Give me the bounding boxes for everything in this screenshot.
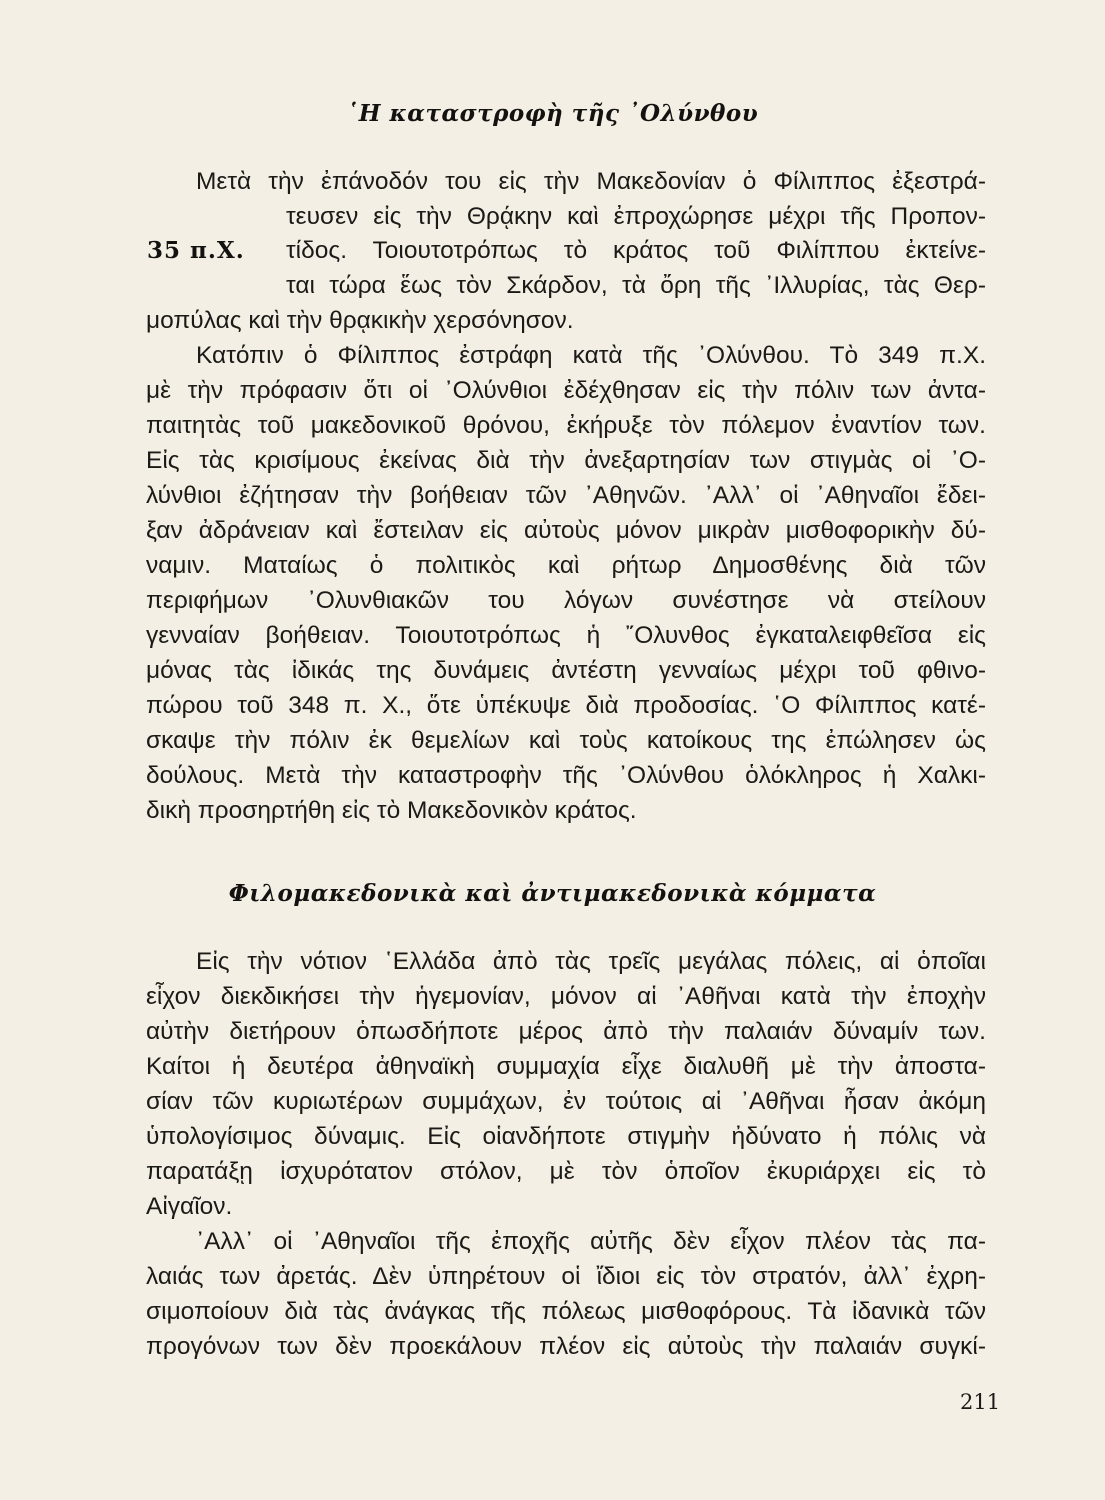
text-line: γενναίαν βοήθειαν. Τοιουτοτρόπως ἡ ῎Ολυνθος ἐγκαταλειφθεῖσα εἰς	[146, 622, 986, 649]
text-line: ᾿Αλλ᾿ οἱ ᾿Αθηναῖοι τῆς ἐποχῆς αὐτῆς δὲν εἶχον πλέον τὰς πα-	[196, 1228, 986, 1255]
text-line: ξαν ἀδράνειαν καὶ ἔστειλαν εἰς αὐτοὺς μόνον μικρὰν μισθοφορικὴν δύ-	[146, 517, 986, 544]
text-line: μὲ τὴν πρόφασιν ὅτι οἱ ᾿Ολύνθιοι ἐδέχθησαν εἰς τὴν πόλιν των ἀντα-	[146, 377, 986, 404]
text-line: ται τώρα ἕως τὸν Σκάρδον, τὰ ὄρη τῆς ᾿Ιλλυρίας, τὰς Θερ-	[286, 272, 986, 299]
text-line: περιφήμων ᾿Ολυνθιακῶν του λόγων συνέστησε νὰ στείλουν	[146, 587, 986, 614]
text-line: ναμιν. Ματαίως ὁ πολιτικὸς καὶ ρήτωρ Δημοσθένης διὰ τῶν	[146, 552, 986, 579]
text-line: σιμοποίουν διὰ τὰς ἀνάγκας τῆς πόλεως μισθοφόρους. Τὰ ἰδανικὰ τῶν	[146, 1298, 986, 1325]
text-line: λύνθιοι ἐζήτησαν τὴν βοήθειαν τῶν ᾿Αθηνῶν. ᾿Αλλ᾿ οἱ ᾿Αθηναῖοι ἔδει-	[146, 482, 986, 509]
section-heading-olynthus: ῾Η καταστροφὴ τῆς ᾿Ολύνθου	[346, 100, 759, 127]
text-line: Εἰς τὴν νότιον ῾Ελλάδα ἀπὸ τὰς τρεῖς μεγάλας πόλεις, αἱ ὁποῖαι	[196, 948, 986, 975]
text-line: πώρου τοῦ 348 π. Χ., ὅτε ὑπέκυψε διὰ προδοσίας. ῾Ο Φίλιππος κατέ-	[146, 692, 986, 719]
text-line: Αἰγαῖον.	[146, 1193, 233, 1220]
text-line: εἶχον διεκδικήσει τὴν ἡγεμονίαν, μόνον αἱ ᾿Αθῆναι κατὰ τὴν ἐποχὴν	[146, 983, 986, 1010]
text-line: παιτητὰς τοῦ μακεδονικοῦ θρόνου, ἐκήρυξε τὸν πόλεμον ἐναντίον των.	[146, 412, 986, 439]
margin-date-note: 35 π.Χ.	[147, 237, 245, 264]
text-line: ὑπολογίσιμος δύναμις. Εἰς οἱανδήποτε στιγμὴν ἠδύνατο ἡ πόλις νὰ	[146, 1123, 986, 1150]
text-line: τευσεν εἰς τὴν Θρᾴκην καὶ ἐπροχώρησε μέχρι τῆς Προπον-	[286, 203, 986, 230]
text-line: Κατόπιν ὁ Φίλιππος ἐστράφη κατὰ τῆς ᾿Ολύνθου. Τὸ 349 π.Χ.	[196, 342, 986, 369]
text-line: μόνας τὰς ἰδικάς της δυνάμεις ἀντέστη γενναίως μέχρι τοῦ φθινο-	[146, 657, 986, 684]
page-number: 211	[960, 1390, 1001, 1414]
text-line: δούλους. Μετὰ τὴν καταστροφὴν τῆς ᾿Ολύνθου ὁλόκληρος ἡ Χαλκι-	[146, 762, 986, 789]
text-line: αὐτὴν διετήρουν ὁπωσδήποτε μέρος ἀπὸ τὴν παλαιάν δύναμίν των.	[146, 1018, 986, 1045]
text-line: Εἰς τὰς κρισίμους ἐκείνας διὰ τὴν ἀνεξαρτησίαν των στιγμὰς οἱ ᾿Ο-	[146, 447, 986, 474]
text-line: λαιάς των ἀρετάς. Δὲν ὑπηρέτουν οἱ ἴδιοι εἰς τὸν στρατόν, ἀλλ᾿ ἐχρη-	[146, 1263, 986, 1290]
text-line: σκαψε τὴν πόλιν ἐκ θεμελίων καὶ τοὺς κατοίκους της ἐπώλησεν ὡς	[146, 727, 986, 754]
text-line: τίδος. Τοιουτοτρόπως τὸ κράτος τοῦ Φιλίππου ἐκτείνε-	[286, 237, 986, 264]
text-line: προγόνων των δὲν προεκάλουν πλέον εἰς αὐτοὺς τὴν παλαιάν συγκί-	[146, 1333, 986, 1360]
text-line: Καίτοι ἡ δευτέρα ἀθηναϊκὴ συμμαχία εἶχε διαλυθῆ μὲ τὴν ἀποστα-	[146, 1053, 986, 1080]
text-line: παρατάξῃ ἰσχυρότατον στόλον, μὲ τὸν ὁποῖον ἐκυριάρχει εἰς τὸ	[146, 1158, 986, 1185]
text-line: σίαν τῶν κυριωτέρων συμμάχων, ἐν τούτοις αἱ ᾿Αθῆναι ἦσαν ἀκόμη	[146, 1088, 986, 1115]
text-line: δικὴ προσηρτήθη εἰς τὸ Μακεδονικὸν κράτος.	[146, 797, 637, 824]
section-heading-parties: Φιλομακεδονικὰ καὶ ἀντιμακεδονικὰ κόμματα	[228, 880, 877, 907]
text-line: μοπύλας καὶ τὴν θρᾳκικὴν χερσόνησον.	[146, 307, 574, 334]
text-line: Μετὰ τὴν ἐπάνοδόν του εἰς τὴν Μακεδονίαν ὁ Φίλιππος ἐξεστρά-	[196, 168, 986, 195]
